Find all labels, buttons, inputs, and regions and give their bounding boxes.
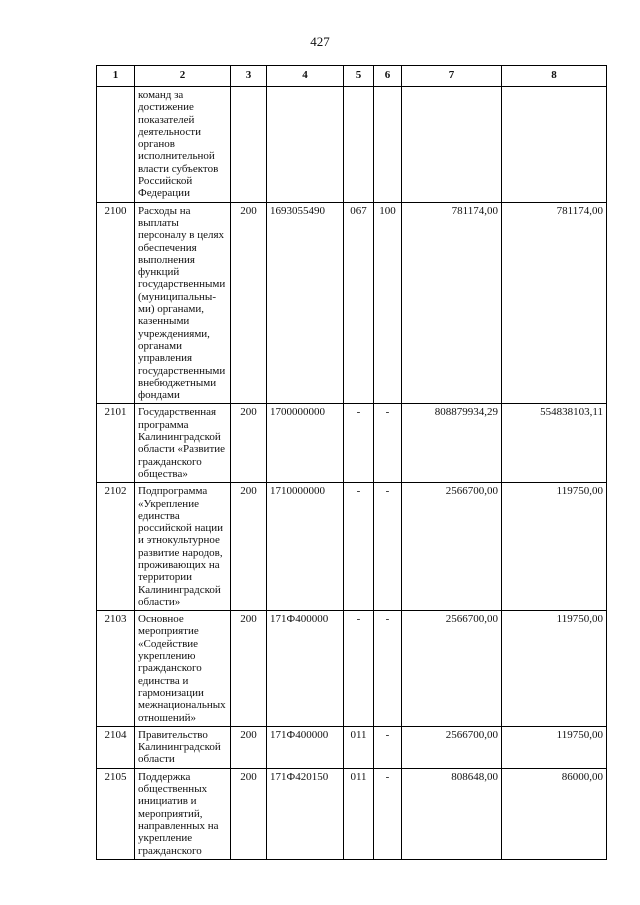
- row-col3: [231, 87, 267, 203]
- row-col6: -: [374, 726, 402, 768]
- header-cell: 6: [374, 66, 402, 87]
- header-cell: 7: [402, 66, 502, 87]
- row-col3: 200: [231, 611, 267, 727]
- row-col6: -: [374, 768, 402, 859]
- row-col3: 200: [231, 768, 267, 859]
- row-name: команд за достижение показателей деятельности органов исполнительной власти субъектов Российской Федерации: [135, 87, 231, 203]
- row-code: 2100: [97, 202, 135, 404]
- row-col8: [502, 87, 607, 203]
- row-name: Расходы на выплаты персоналу в целях обеспечения выполнения функций государственными (муниципальны-ми) органами, казенными учреждениями, органами управления государственными внебюджетными фондами: [135, 202, 231, 404]
- header-cell: 4: [267, 66, 344, 87]
- header-cell: 5: [344, 66, 374, 87]
- row-col5: [344, 87, 374, 203]
- table-row: [97, 483, 607, 611]
- header-row: [97, 66, 607, 87]
- row-col8: 119750,00: [502, 483, 607, 611]
- row-col5: -: [344, 483, 374, 611]
- row-col8: 781174,00: [502, 202, 607, 404]
- row-col4: 1700000000: [267, 404, 344, 483]
- row-col5: -: [344, 404, 374, 483]
- row-col5: 011: [344, 726, 374, 768]
- table-row: [97, 202, 607, 404]
- row-col4: [267, 87, 344, 203]
- header-cell: 1: [97, 66, 135, 87]
- row-code: 2102: [97, 483, 135, 611]
- row-col6: [374, 87, 402, 203]
- row-code: 2105: [97, 768, 135, 859]
- row-name: Государственная программа Калининградской области «Развитие гражданского общества»: [135, 404, 231, 483]
- row-col6: -: [374, 483, 402, 611]
- row-col4: 171Ф400000: [267, 726, 344, 768]
- row-code: [97, 87, 135, 203]
- row-col8: 119750,00: [502, 726, 607, 768]
- row-col7: 2566700,00: [402, 483, 502, 611]
- row-code: 2101: [97, 404, 135, 483]
- row-col6: 100: [374, 202, 402, 404]
- table-row: [97, 87, 607, 203]
- row-col8: 119750,00: [502, 611, 607, 727]
- row-col6: -: [374, 404, 402, 483]
- budget-table: [96, 65, 607, 860]
- row-name: Подпрограмма «Укрепление единства российской нации и этнокультурное развитие народов, проживающих на территории Калининградской области»: [135, 483, 231, 611]
- row-col7: 2566700,00: [402, 726, 502, 768]
- table-row: [97, 726, 607, 768]
- row-code: 2103: [97, 611, 135, 727]
- table-row: [97, 611, 607, 727]
- table-row: [97, 768, 607, 859]
- row-col5: -: [344, 611, 374, 727]
- row-name: Основное мероприятие «Содействие укреплению гражданского единства и гармонизации межнациональных отношений»: [135, 611, 231, 727]
- row-col7: 781174,00: [402, 202, 502, 404]
- row-col7: 808879934,29: [402, 404, 502, 483]
- row-col3: 200: [231, 726, 267, 768]
- header-cell: 3: [231, 66, 267, 87]
- row-col7: 2566700,00: [402, 611, 502, 727]
- row-col4: 1710000000: [267, 483, 344, 611]
- header-cell: 2: [135, 66, 231, 87]
- row-col4: 1693055490: [267, 202, 344, 404]
- table-row: [97, 404, 607, 483]
- row-col3: 200: [231, 202, 267, 404]
- row-col5: 011: [344, 768, 374, 859]
- row-col4: 171Ф400000: [267, 611, 344, 727]
- row-col7: 808648,00: [402, 768, 502, 859]
- row-col5: 067: [344, 202, 374, 404]
- row-col4: 171Ф420150: [267, 768, 344, 859]
- row-col3: 200: [231, 483, 267, 611]
- row-col8: 86000,00: [502, 768, 607, 859]
- row-col8: 554838103,11: [502, 404, 607, 483]
- row-col7: [402, 87, 502, 203]
- row-col3: 200: [231, 404, 267, 483]
- row-code: 2104: [97, 726, 135, 768]
- row-name: Поддержка общественных инициатив и мероприятий, направленных на укрепление гражданского: [135, 768, 231, 859]
- row-name: Правительство Калининградской области: [135, 726, 231, 768]
- header-cell: 8: [502, 66, 607, 87]
- row-col6: -: [374, 611, 402, 727]
- page-number: 427: [310, 34, 330, 49]
